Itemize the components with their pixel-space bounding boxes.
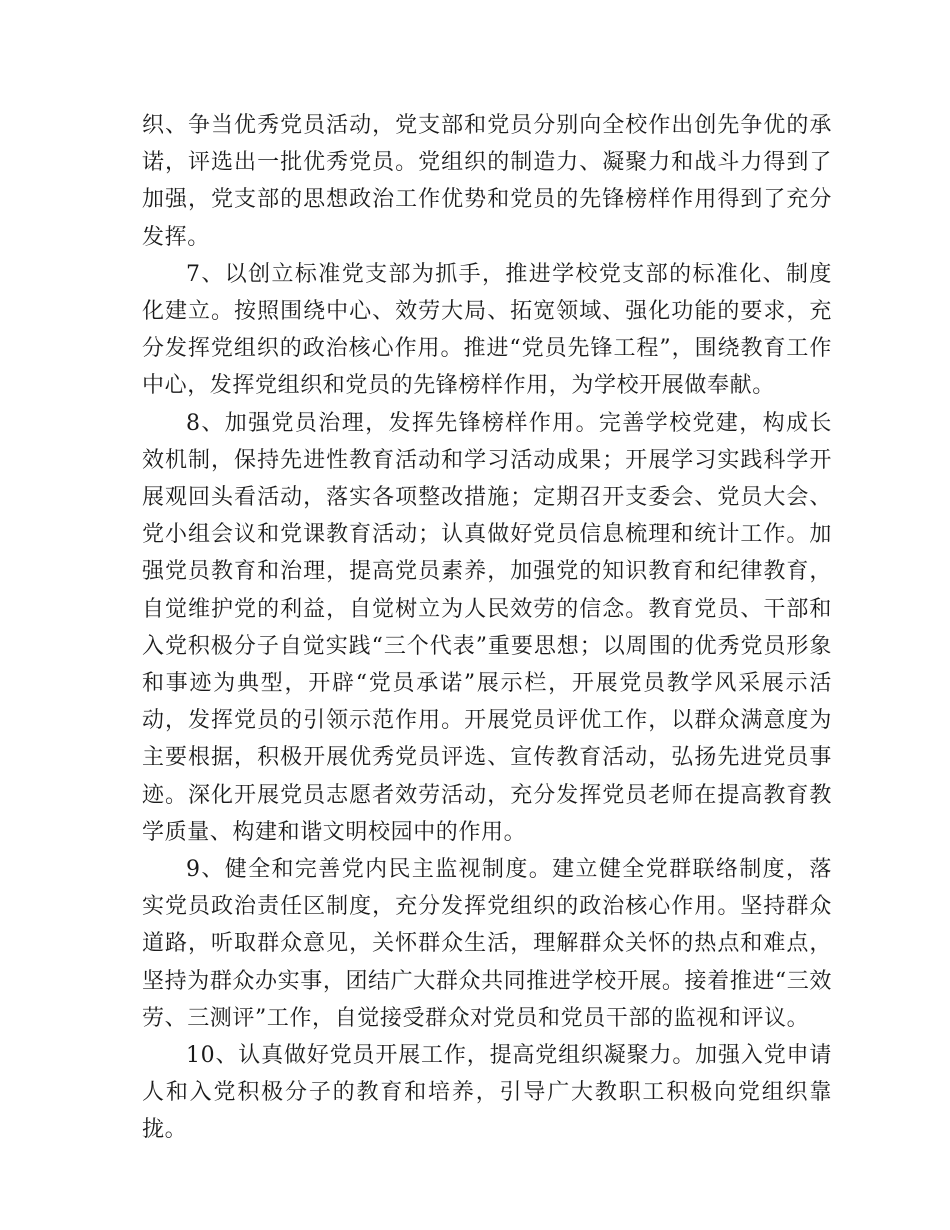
paragraph-item-9: 9、健全和完善党内民主监视制度。建立健全党群联络制度，落实党员政治责任区制度，充分发挥党组织的政治核心作用。坚持群众道路，听取群众意见，关怀群众生活，理解群众关怀的热点和难点，坚持为群众办实事，团结广大群众共同推进学校开展。接着推进“三效劳、三测评”工作，自觉接受群众对党员和党员干部的监视和评议。 [142,857,832,1031]
paragraph-item-7: 7、以创立标准党支部为抓手，推进学校党支部的标准化、制度化建立。按照围绕中心、效劳大局、拓宽领域、强化功能的要求，充分发挥党组织的政治核心作用。推进“党员先锋工程”，围绕教育工作中心，发挥党组织和党员的先锋榜样作用，为学校开展做奉献。 [142,261,832,399]
paragraph-continuation: 织、争当优秀党员活动，党支部和党员分别向全校作出创先争优的承诺，评选出一批优秀党员。党组织的制造力、凝聚力和战斗力得到了加强，党支部的思想政治工作优势和党员的先锋榜样作用得到了充分发挥。 [142,113,832,250]
document-body [142,107,832,1149]
paragraph-item-8: 8、加强党员治理，发挥先锋榜样作用。完善学校党建，构成长效机制，保持先进性教育活动和学习活动成果；开展学习实践科学开展观回头看活动，落实各项整改措施；定期召开支委会、党员大会、党小组会议和党课教育活动；认真做好党员信息梳理和统计工作。加强党员教育和治理，提高党员素养，加强党的知识教育和纪律教育，自觉维护党的利益，自觉树立为人民效劳的信念。教育党员、干部和入党积极分子自觉实践“三个代表”重要思想；以周围的优秀党员形象和事迹为典型，开辟“党员承诺”展示栏，开展党员教学风采展示活动，发挥党员的引领示范作用。开展党员评优工作，以群众满意度为主要根据，积极开展优秀党员评选、宣传教育活动，弘扬先进党员事迹。深化开展党员志愿者效劳活动，充分发挥党员老师在提高教育教学质量、构建和谐文明校园中的作用。 [142,410,832,845]
paragraph-item-10: 10、认真做好党员开展工作，提高党组织凝聚力。加强入党申请人和入党积极分子的教育和培养，引导广大教职工积极向党组织靠拢。 [142,1043,832,1143]
